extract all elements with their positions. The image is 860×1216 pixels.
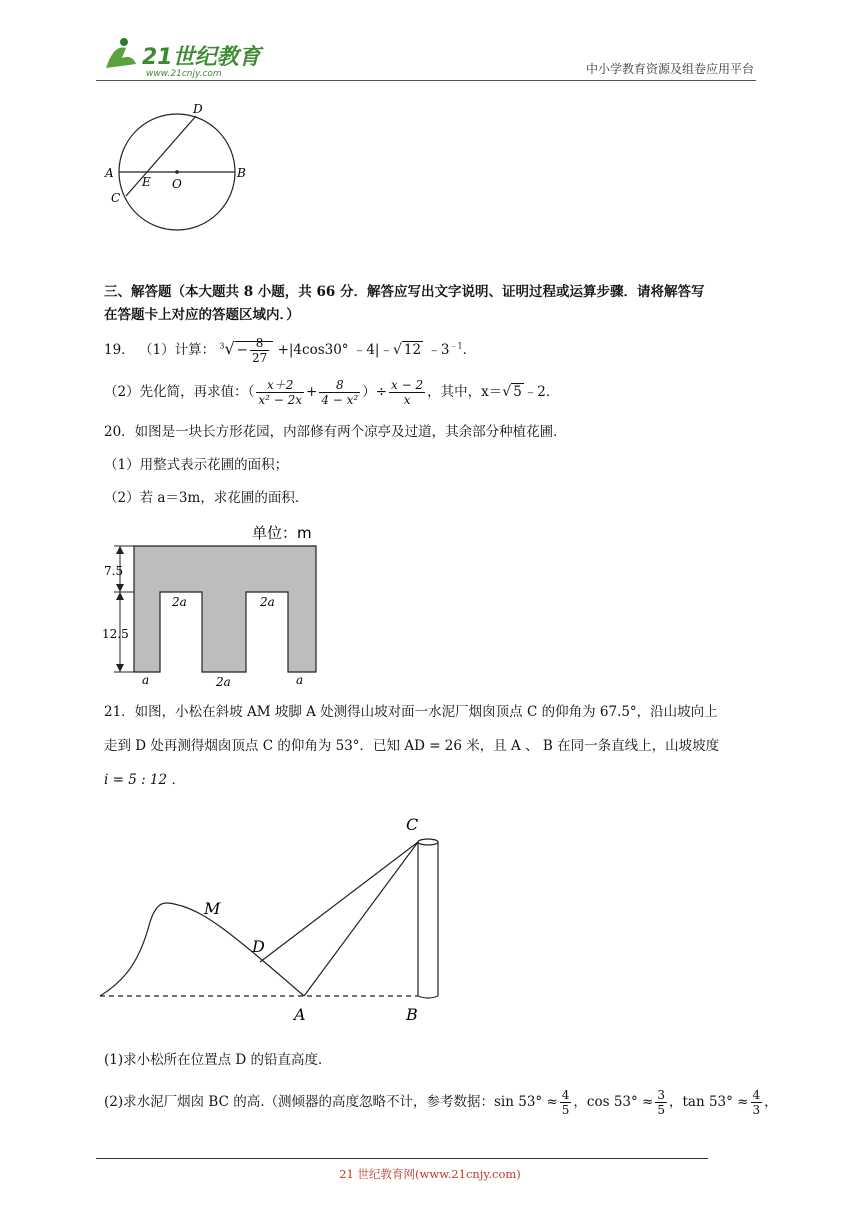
- q21-sub1: (1)求小松所在位置点 D 的铅直高度．: [104, 1052, 332, 1068]
- label-A: A: [294, 1005, 306, 1024]
- pavilion-1-width: 2a: [172, 595, 187, 609]
- footer-text: 21 世纪教育网(www.21cnjy.com): [339, 1167, 521, 1181]
- section-heading-line2: 在答题卡上对应的答题区域内．）: [104, 307, 300, 323]
- q19-part1: 19． （1）计算： $^3$√ − $\frac{8}{27}$ +|4cos30° ﹣4|﹣√ 12 $﹣3^{﹣1}$．: [104, 336, 477, 365]
- label-B: B: [237, 166, 246, 180]
- label-D: D: [193, 102, 203, 116]
- tan-den: 3: [752, 1103, 761, 1117]
- q19-frac-den: 27: [251, 351, 268, 365]
- circle-figure: [100, 98, 260, 238]
- q19-p2-mid: ）÷: [362, 384, 388, 400]
- unit-label: 单位：m: [252, 524, 312, 542]
- q21-line1: 21．如图，小松在斜坡 AM 坡脚 A 处测得山坡对面一水泥厂烟囱顶点 C 的仰角为 67.5°，沿山坡向上: [104, 704, 718, 720]
- cube-root-index: 3: [219, 341, 225, 351]
- sin-den: 5: [561, 1103, 570, 1117]
- footer-divider: [96, 1158, 708, 1159]
- cos-den: 5: [657, 1103, 665, 1117]
- q19-part2: （2）先化简，再求值：（ $\frac{x+2}{\text{x² − 2x}}$ + $\frac{8}{\text{4 − x²}}$ ）÷ $\frac{x - 2}{x}$ ，其中，x＝√ 5 ﹣2．: [104, 378, 560, 407]
- q19-sqrt5: 5: [513, 384, 522, 400]
- middle-2a: 2a: [216, 675, 231, 689]
- q20-line1: 20．如图是一块长方形花园，内部修有两个凉亭及过道，其余部分种植花圃．: [104, 424, 567, 440]
- label-E: E: [142, 175, 151, 189]
- q19-number: 19．: [104, 342, 135, 358]
- q21-line2: 走到 D 处再测得烟囱顶点 C 的仰角为 53°．已知 AD = 26 米，且 A 、 B 在同一条直线上，山坡坡度: [104, 738, 720, 754]
- q19-p2-tail: ﹣2．: [523, 384, 560, 400]
- tan-label: ，tan 53° ≈: [669, 1094, 749, 1110]
- section-heading-line1: 三、解答题（本大题共 8 小题，共 66 分．解答应写出文字说明、证明过程或运算步骤．请将解答写: [104, 284, 705, 300]
- cos-label: ，cos 53° ≈: [573, 1094, 654, 1110]
- path-a-left: a: [142, 673, 150, 687]
- q21-sub2-text: (2)求水泥厂烟囱 BC 的高.（测倾器的高度忽略不计，参考数据：sin 53° ≈: [104, 1094, 558, 1110]
- q19-sqrt12: 12: [403, 342, 422, 358]
- runner-icon: [106, 47, 136, 68]
- header-divider: [96, 80, 756, 81]
- label-B: B: [406, 1005, 418, 1024]
- q21-line3: i = 5 : 12 ．: [104, 772, 185, 788]
- q19-f3-num: x − 2: [391, 378, 424, 392]
- label-C: C: [111, 191, 121, 205]
- q19-f1-num: x＋2: [266, 378, 294, 392]
- q19-p1-label: （1）计算：: [138, 342, 216, 358]
- label-A: A: [105, 166, 114, 180]
- q19-p1-tail: ﹣3: [427, 342, 450, 358]
- q21-sub2-end: ，: [764, 1094, 778, 1110]
- q19-f2-den: 4 − x²: [321, 393, 359, 407]
- label-M: M: [204, 899, 221, 918]
- pavilion-2-width: 2a: [260, 595, 275, 609]
- q19-f1-den: x² − 2x: [258, 393, 303, 407]
- path-a-right: a: [296, 673, 304, 687]
- dim-top: 7.5: [104, 564, 124, 578]
- q19-frac-num: 8: [255, 336, 264, 350]
- garden-figure: [100, 520, 330, 690]
- q19-f2-num: 8: [335, 378, 344, 392]
- q19-p1-end: ．: [462, 342, 477, 358]
- q19-p2-cond: ，其中，x＝: [427, 384, 503, 400]
- header-platform-name: 中小学教育资源及组卷应用平台: [585, 62, 754, 76]
- logo-text: 21世纪教育: [142, 45, 261, 70]
- q19-exp: ﹣1: [449, 341, 463, 351]
- q19-p1-rest: +|4cos30° ﹣4|﹣: [277, 342, 393, 358]
- dim-bottom: 12.5: [102, 627, 129, 641]
- site-logo: [96, 34, 266, 80]
- q20-line2: （1）用整式表示花圃的面积；: [104, 457, 289, 473]
- logo-url: www.21cnjy.com: [146, 69, 222, 79]
- q19-p2-label: （2）先化简，再求值：（: [104, 384, 255, 400]
- label-D: D: [252, 937, 265, 956]
- cos-num: 3: [657, 1088, 665, 1102]
- q19-f3-den: x: [389, 392, 425, 407]
- label-C: C: [406, 815, 419, 834]
- label-O: O: [172, 177, 182, 191]
- q20-line3: （2）若 a＝3m，求花圃的面积．: [104, 490, 309, 506]
- slope-figure: [96, 810, 456, 1030]
- q21-sub2: [104, 1088, 778, 1117]
- tan-num: 4: [752, 1088, 761, 1102]
- sin-num: 4: [561, 1088, 570, 1102]
